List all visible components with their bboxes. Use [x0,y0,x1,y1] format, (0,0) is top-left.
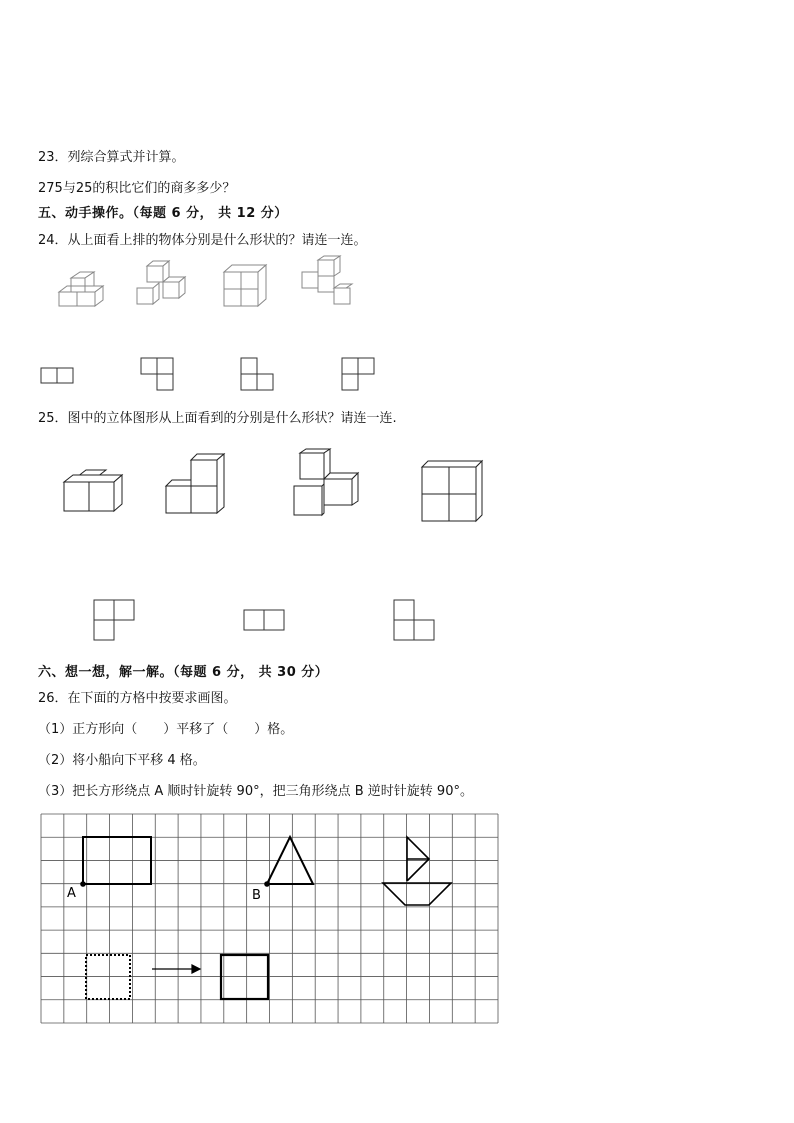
q25-solid-2 [164,452,228,516]
grid-lines [41,814,498,1023]
q24-solid-3 [220,262,270,312]
q26-part3: （3）把长方形绕点 A 顺时针旋转 90°，把三角形绕点 B 逆时针旋转 90°。 [38,784,473,799]
q24-title: 24．从上面看上排的物体分别是什么形状的？请连一连。 [38,233,367,248]
q24-view-3 [240,356,276,396]
point-b [264,881,270,887]
section6-title: 六、想一想，解一解。（每题 6 分， 共 30 分） [38,665,329,680]
q24-view-1 [41,366,77,386]
q25-solid-4 [420,459,484,523]
q24-view-4 [340,356,380,396]
dotted-square-original [86,955,130,999]
q23-title: 23．列综合算式并计算。 [38,150,185,165]
label-b: B [252,888,261,903]
point-a [80,881,86,887]
q23-text: 275与25的积比它们的商多多少？ [38,181,236,196]
q25-title: 25．图中的立体图形从上面看到的分别是什么形状？请连一连. [38,411,397,426]
q24-solid-1 [55,268,105,308]
solid-square-moved [221,955,268,999]
q24-solid-2 [135,258,190,313]
boat-shape [383,837,451,905]
q26-title: 26．在下面的方格中按要求画图。 [38,691,237,706]
label-a: A [67,886,76,901]
q25-solid-1 [62,466,128,514]
q26-part1: （1）正方形向（ ）平移了（ ）格。 [38,722,294,737]
section5-title: 五、动手操作。（每题 6 分， 共 12 分） [38,206,288,221]
q25-view-1 [92,598,138,644]
arrow-icon [152,965,200,973]
q24-solid-4 [300,254,355,310]
q25-view-3 [392,598,438,644]
drawing-grid[interactable] [40,813,500,1025]
q25-solid-3 [290,447,362,519]
q25-view-2 [242,608,288,634]
q26-part2: （2）将小船向下平移 4 格。 [38,753,206,768]
q24-view-2 [140,356,176,396]
